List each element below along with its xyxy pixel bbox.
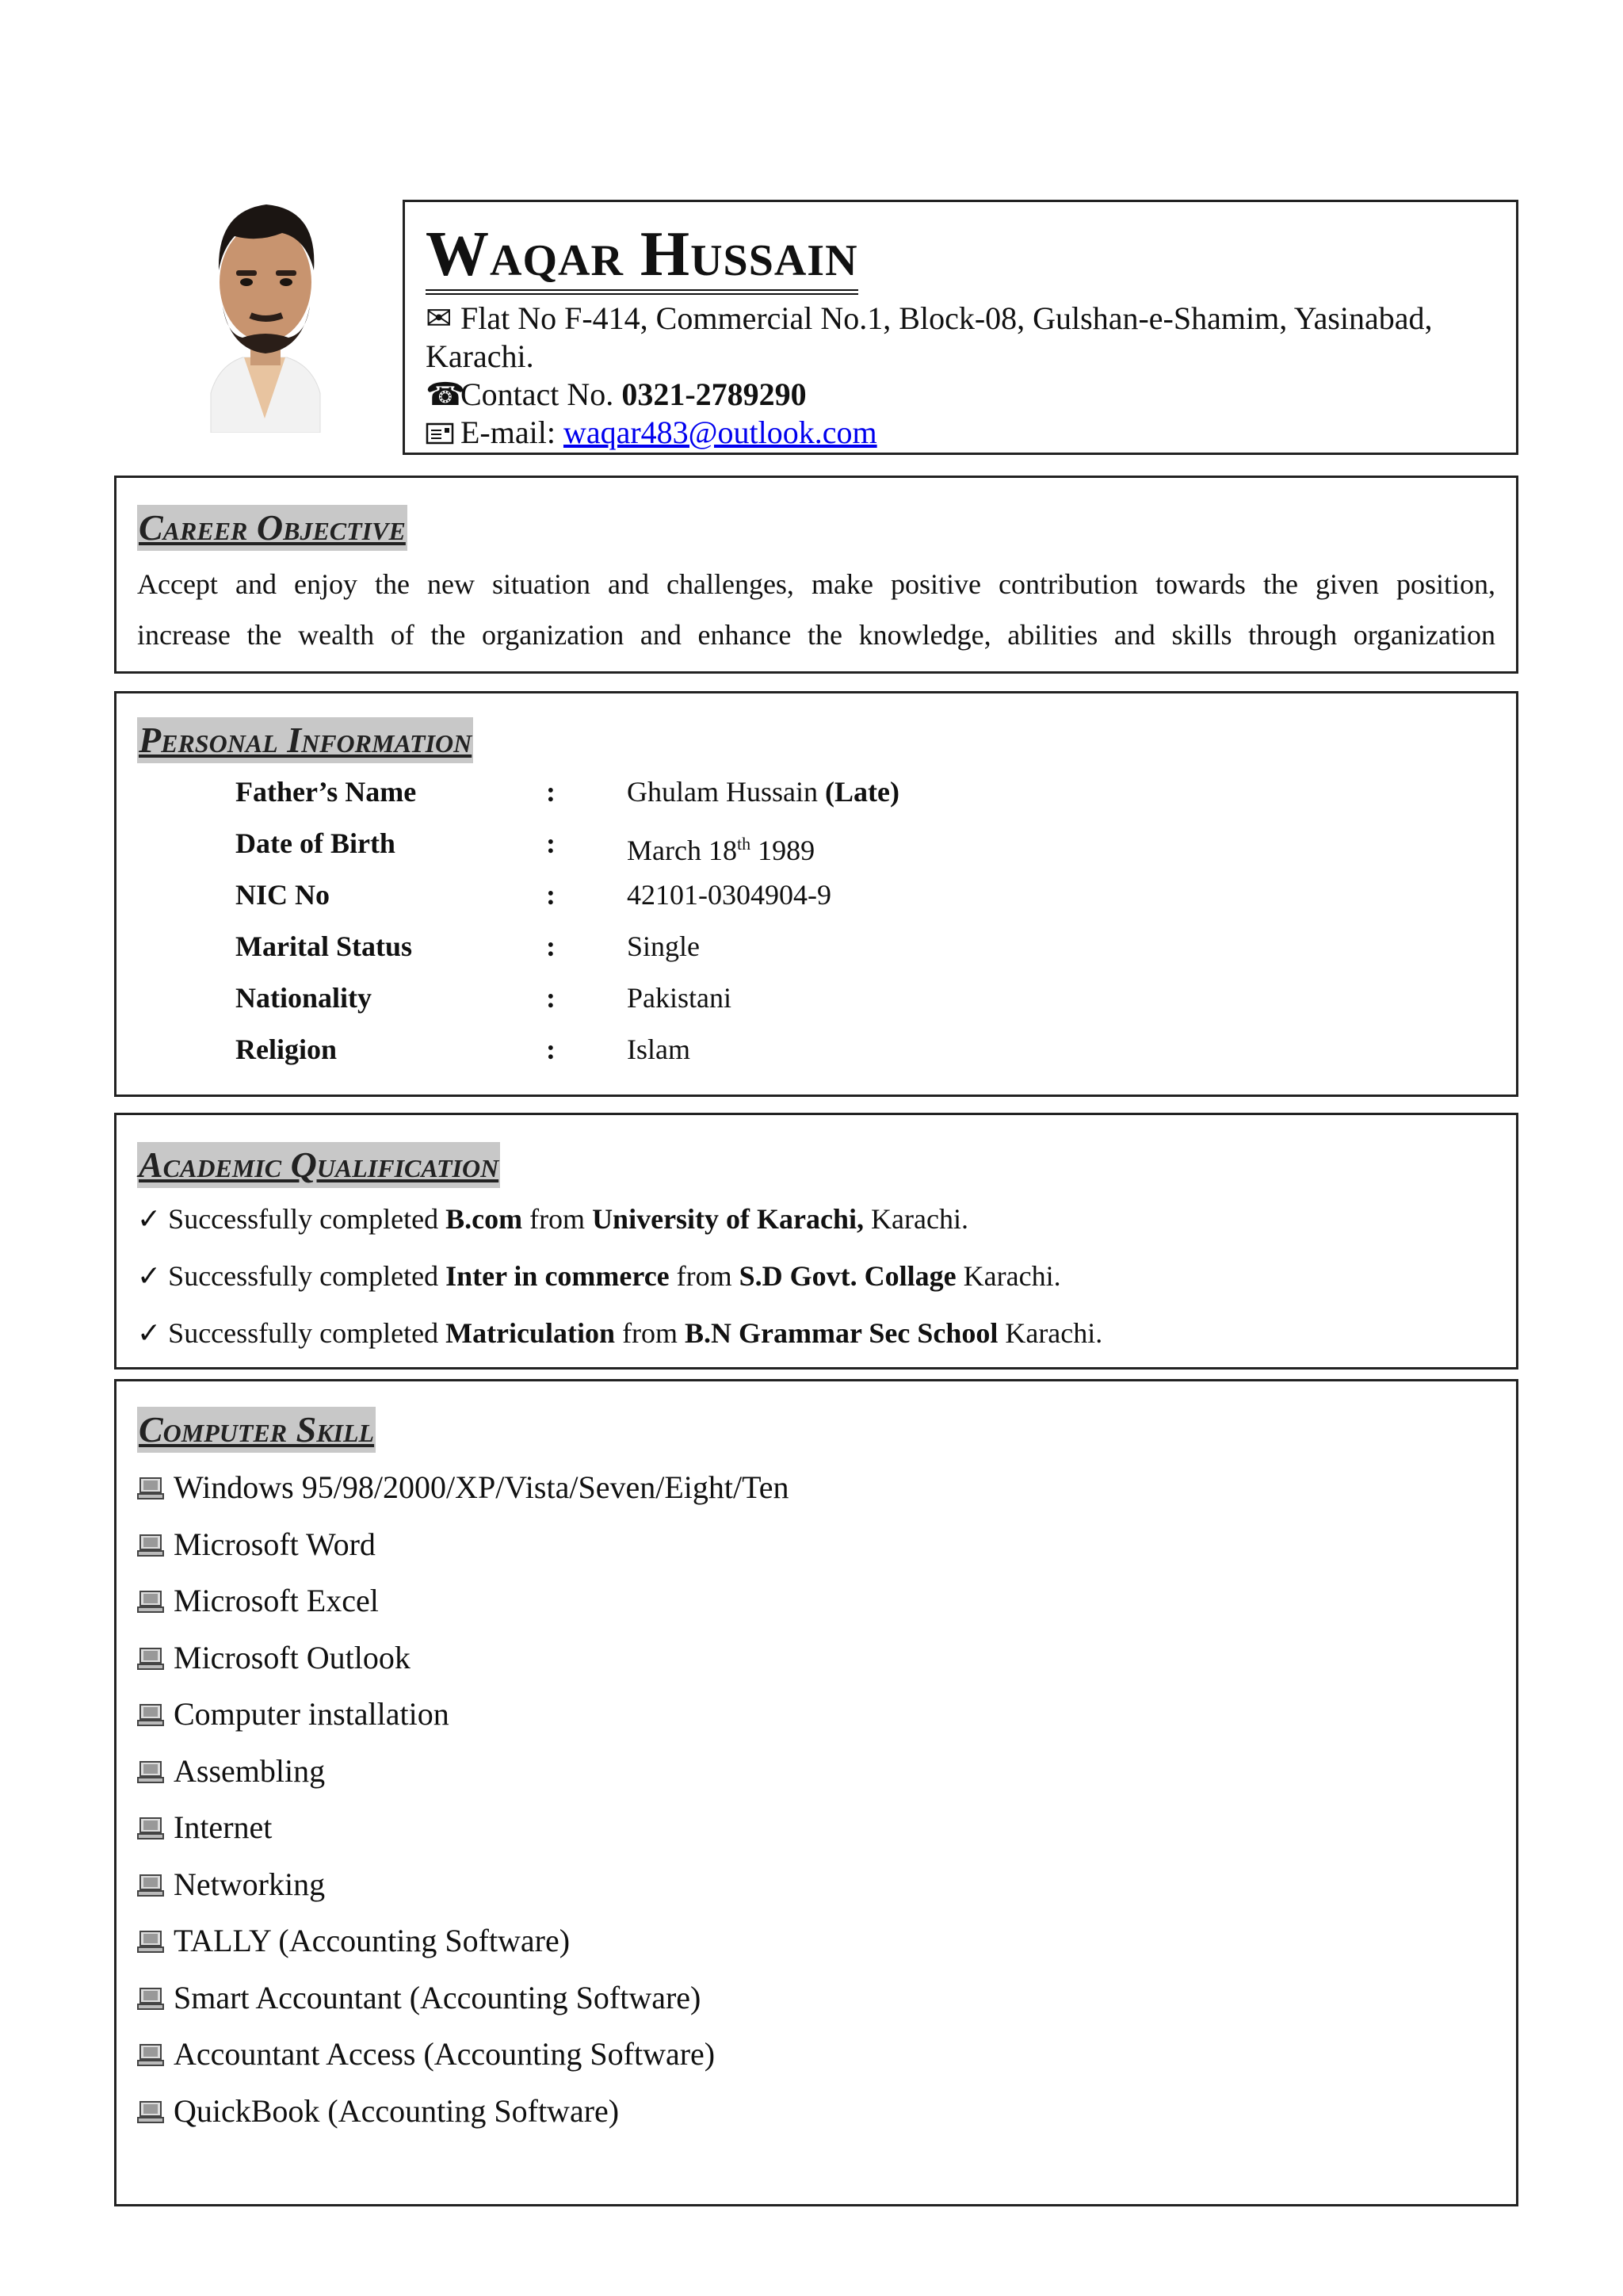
skill-label: Computer installation xyxy=(174,1696,449,1732)
address-city: Karachi. xyxy=(426,338,534,374)
skill-label: Internet xyxy=(174,1809,273,1845)
computer-icon xyxy=(137,1923,174,1958)
computer-skill-section xyxy=(114,1379,1518,2206)
section-title-computer: Computer Skill xyxy=(137,1407,376,1453)
skill-label: Microsoft Excel xyxy=(174,1583,379,1618)
address: ✉ Flat No F-414, Commercial No.1, Block-08, Gulshan-e-Shamim, Yasinabad, xyxy=(426,300,1433,336)
checkmark-icon: ✓ xyxy=(137,1260,162,1292)
info-row-nic: NIC No : 42101-0304904-9 xyxy=(235,879,831,911)
skill-label: Assembling xyxy=(174,1752,326,1789)
list-item xyxy=(137,1912,1495,1969)
envelope-icon: ✉ xyxy=(426,300,453,336)
candidate-name: Waqar Hussain xyxy=(426,220,858,295)
skill-label: Smart Accountant (Accounting Software) xyxy=(174,1979,701,2015)
info-row-nationality: Nationality : Pakistani xyxy=(235,982,731,1014)
section-title-personal: Personal Information xyxy=(137,717,473,763)
list-item: ✓ Successfully completed Matriculation from B.N Grammar Sec School Karachi. xyxy=(137,1317,1103,1349)
info-row-marital: Marital Status : Single xyxy=(235,930,701,962)
list-item xyxy=(137,1743,1495,1800)
info-row-religion: Religion : Islam xyxy=(235,1033,690,1065)
list-item xyxy=(137,1686,1495,1743)
skill-label: Microsoft Word xyxy=(174,1526,376,1562)
academic-qualification-section xyxy=(114,1113,1518,1370)
list-item xyxy=(137,1629,1495,1687)
section-title-career: Career Objective xyxy=(137,505,407,551)
checkmark-icon: ✓ xyxy=(137,1203,162,1235)
list-item xyxy=(137,2026,1495,2083)
personal-information-section xyxy=(114,691,1518,1097)
email: E-mail: waqar483@outlook.com xyxy=(426,414,1494,452)
computer-icon xyxy=(137,1469,174,1505)
computer-icon xyxy=(137,1640,174,1675)
computer-icon xyxy=(137,1696,174,1732)
skill-label: Windows 95/98/2000/XP/Vista/Seven/Eight/Ten xyxy=(174,1469,789,1505)
list-item: ✓ Successfully completed Inter in commerce from S.D Govt. Collage Karachi. xyxy=(137,1260,1061,1292)
contact-number: 0321-2789290 xyxy=(621,376,807,412)
computer-icon xyxy=(137,1980,174,2015)
list-item xyxy=(137,1856,1495,1913)
skill-label: TALLY (Accounting Software) xyxy=(174,1923,571,1958)
computer-icon xyxy=(137,2036,174,2072)
header-box xyxy=(403,200,1518,455)
info-row-father: Father’s Name : Ghulam Hussain (Late) xyxy=(235,776,899,808)
computer-icon xyxy=(137,1866,174,1902)
skill-label: QuickBook (Accounting Software) xyxy=(174,2092,620,2129)
phone-icon: ☎ xyxy=(426,376,465,412)
career-objective-text: Accept and enjoy the new situation and challenges, make positive contribution towards the given position, increase the wealth of the organization and enhance the knowledge, abilities and skills through organization xyxy=(137,568,1495,651)
computer-icon xyxy=(137,1753,174,1789)
list-item xyxy=(137,1572,1495,1629)
list-item xyxy=(137,1969,1495,2027)
list-item xyxy=(137,1516,1495,1573)
computer-icon xyxy=(137,1526,174,1562)
skill-label: Microsoft Outlook xyxy=(174,1639,411,1675)
personal-info-table xyxy=(137,766,1495,1075)
skill-label: Networking xyxy=(174,1866,326,1902)
list-item xyxy=(137,1459,1495,1516)
checkmark-icon: ✓ xyxy=(137,1317,162,1349)
career-objective-section xyxy=(114,476,1518,674)
list-item: ✓ Successfully completed B.com from University of Karachi, Karachi. xyxy=(137,1203,968,1235)
skill-list xyxy=(137,1459,1495,2139)
email-card-icon xyxy=(426,414,460,452)
profile-photo xyxy=(187,195,342,433)
computer-icon xyxy=(137,1583,174,1618)
info-row-dob: Date of Birth : March 18th 1989 xyxy=(235,827,815,866)
computer-icon xyxy=(137,1809,174,1845)
list-item xyxy=(137,1799,1495,1856)
email-link[interactable]: waqar483@outlook.com xyxy=(563,415,877,450)
contact: ☎Contact No. 0321-2789290 xyxy=(426,376,807,412)
skill-label: Accountant Access (Accounting Software) xyxy=(174,2036,716,2072)
section-title-academic: Academic Qualification xyxy=(137,1142,500,1188)
list-item xyxy=(137,2083,1495,2140)
computer-icon xyxy=(137,2093,174,2129)
